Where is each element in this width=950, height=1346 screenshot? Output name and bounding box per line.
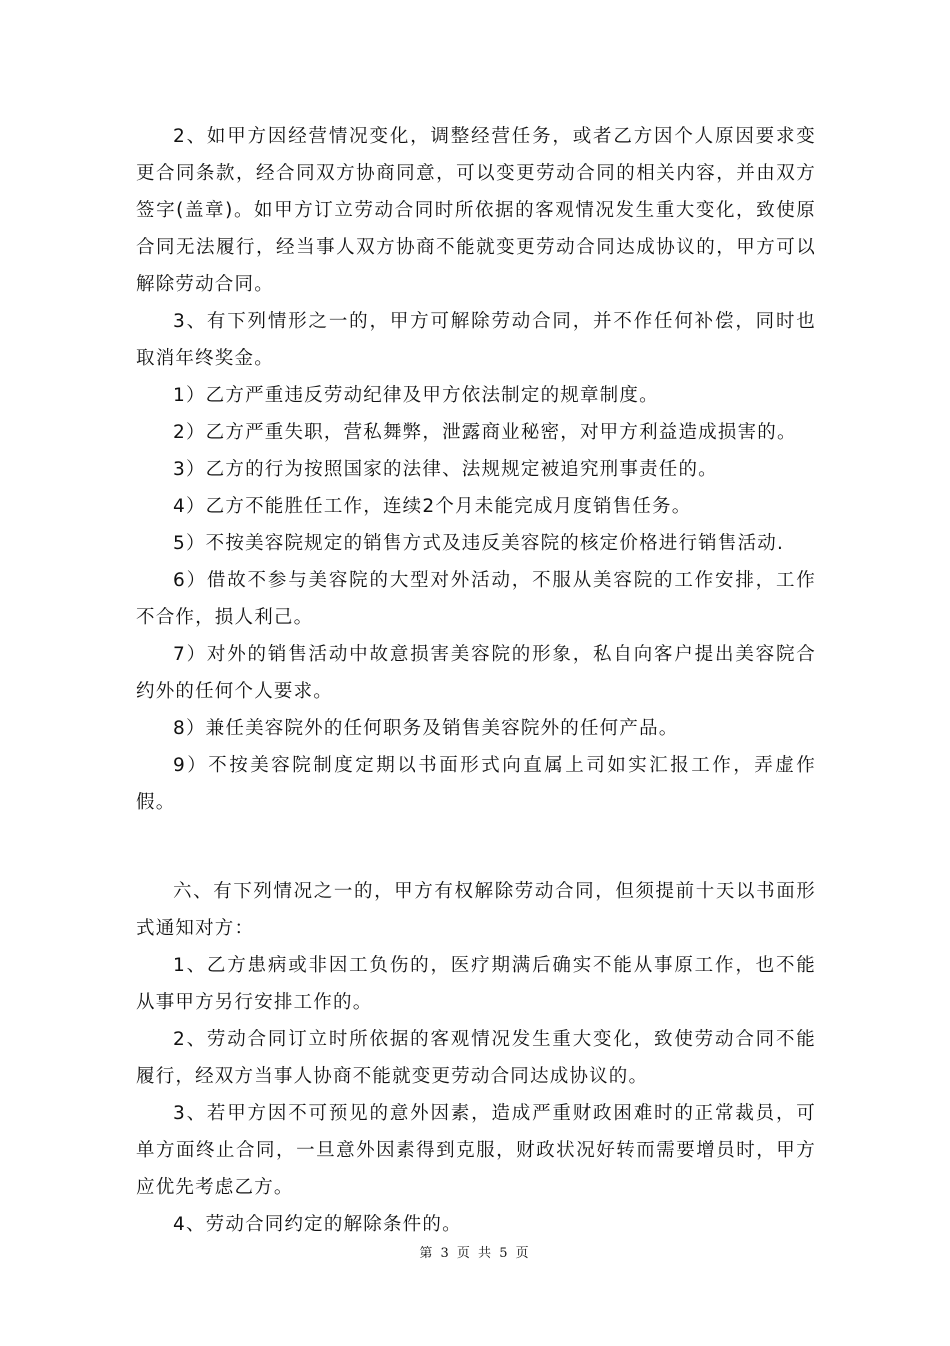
document-body bbox=[136, 118, 816, 1243]
list-item: 5）不按美容院规定的销售方式及违反美容院的核定价格进行销售活动. bbox=[173, 533, 785, 554]
list-item: 4）乙方不能胜任工作，连续2个月未能完成月度销售任务。 bbox=[173, 496, 692, 517]
list-item: 1）乙方严重违反劳动纪律及甲方依法制定的规章制度。 bbox=[173, 385, 659, 406]
paragraph-clause-3: 3、有下列情形之一的，甲方可解除劳动合同，并不作任何补偿，同时也取消年终奖金。 bbox=[136, 311, 816, 369]
paragraph-clause-2: 2、如甲方因经营情况变化，调整经营任务，或者乙方因个人原因要求变更合同条款，经合同双方协商同意，可以变更劳动合同的相关内容，并由双方签字(盖章)。如甲方订立劳动合同时所依据的客观情况发生重大变化，致使原合同无法履行，经当事人双方协商不能就变更劳动合同达成协议的，甲方可以解除劳动合同。 bbox=[136, 126, 816, 295]
list-item: 3、若甲方因不可预见的意外因素，造成严重财政困难时的正常裁员，可单方面终止合同，一旦意外因素得到克服，财政状况好转而需要增员时，甲方应优先考虑乙方。 bbox=[136, 1103, 816, 1198]
section-heading-six: 六、有下列情况之一的，甲方有权解除劳动合同，但须提前十天以书面形式通知对方： bbox=[136, 881, 816, 939]
section-spacer bbox=[136, 821, 816, 873]
list-item: 7）对外的销售活动中故意损害美容院的形象，私自向客户提出美容院合约外的任何个人要求。 bbox=[136, 644, 816, 702]
list-item: 3）乙方的行为按照国家的法律、法规规定被追究刑事责任的。 bbox=[173, 459, 718, 480]
list-item: 1、乙方患病或非因工负伤的，医疗期满后确实不能从事原工作，也不能从事甲方另行安排工作的。 bbox=[136, 955, 816, 1013]
list-item: 9）不按美容院制度定期以书面形式向直属上司如实汇报工作，弄虚作假。 bbox=[136, 755, 816, 813]
page-number: 第 3 页 共 5 页 bbox=[419, 1246, 531, 1261]
list-item: 2）乙方严重失职，营私舞弊，泄露商业秘密，对甲方利益造成损害的。 bbox=[173, 422, 797, 443]
list-item: 6）借故不参与美容院的大型对外活动，不服从美容院的工作安排，工作不合作，损人利己。 bbox=[136, 570, 816, 628]
list-item: 2、劳动合同订立时所依据的客观情况发生重大变化，致使劳动合同不能履行，经双方当事人协商不能就变更劳动合同达成协议的。 bbox=[136, 1029, 816, 1087]
list-item: 4、劳动合同约定的解除条件的。 bbox=[173, 1214, 462, 1235]
list-item: 8）兼任美容院外的任何职务及销售美容院外的任何产品。 bbox=[173, 718, 679, 739]
